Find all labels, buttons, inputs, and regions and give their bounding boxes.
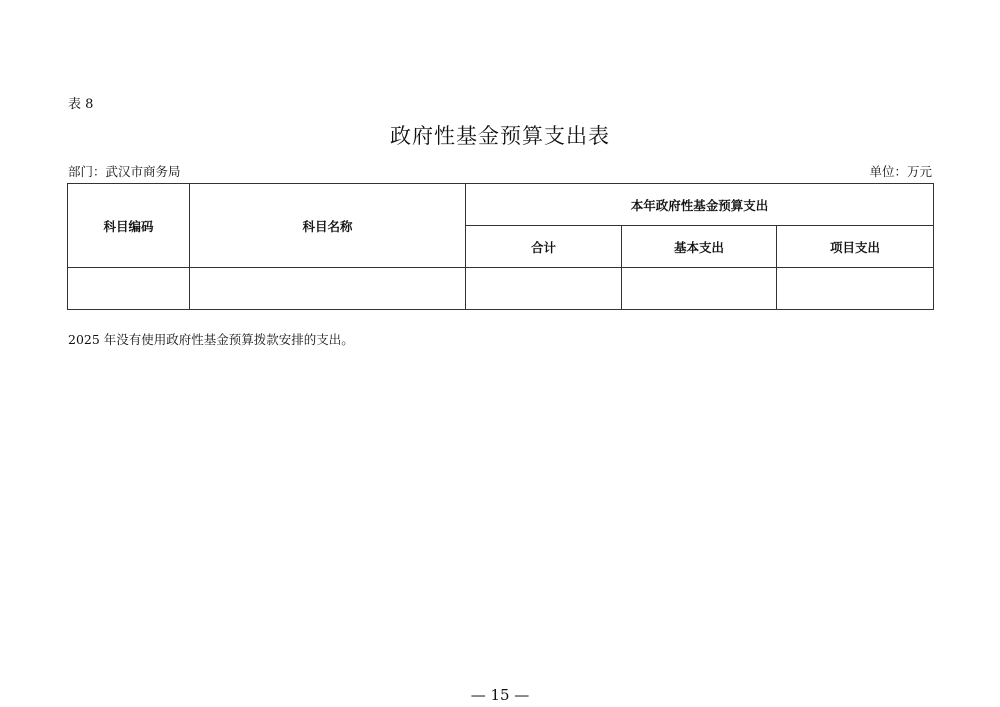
header-fund-expenditure-group: 本年政府性基金预算支出 [466, 184, 934, 226]
cell-name [190, 268, 466, 310]
department-label: 部门：武汉市商务局 [68, 164, 181, 179]
table-note: 2025 年没有使用政府性基金预算拨款安排的支出。 [68, 332, 354, 347]
cell-project [777, 268, 934, 310]
page-number: — 15 — [470, 686, 530, 704]
cell-basic [622, 268, 777, 310]
cell-code [68, 268, 190, 310]
header-basic-expenditure: 基本支出 [622, 226, 777, 268]
page-title: 政府性基金预算支出表 [390, 124, 610, 148]
table-number: 表 8 [68, 97, 94, 112]
header-subject-code: 科目编码 [68, 184, 190, 268]
header-subject-name: 科目名称 [190, 184, 466, 268]
header-total: 合计 [466, 226, 622, 268]
cell-total [466, 268, 622, 310]
header-project-expenditure: 项目支出 [777, 226, 934, 268]
unit-label: 单位：万元 [869, 164, 932, 179]
budget-table [67, 183, 934, 310]
table-row [68, 268, 934, 310]
